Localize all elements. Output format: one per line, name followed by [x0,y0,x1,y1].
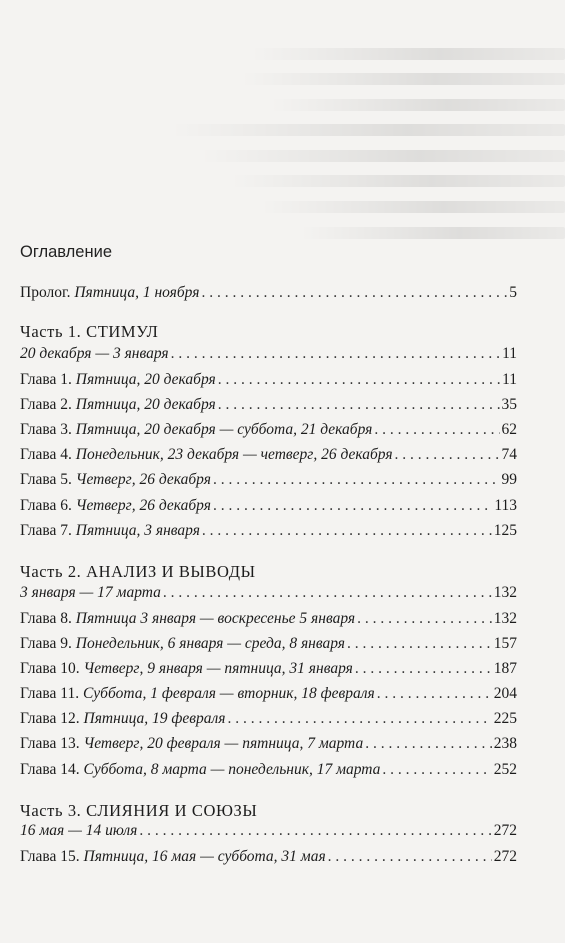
part-dates: 20 декабря — 3 января [20,345,169,362]
toc-entry-chapter-1[interactable] [20,370,517,390]
dot-leader [377,684,492,704]
entry-prefix: Глава 2. [20,396,72,413]
toc-entry-chapter-7[interactable] [20,521,517,541]
entry-prefix: Глава 11. [20,685,80,702]
part-dates: 16 мая — 14 июля [20,822,138,839]
entry-prefix: Глава 12. [20,710,80,727]
entry-page-number: 113 [494,497,517,514]
entry-page-number: 11 [502,345,517,362]
dot-leader [355,659,492,679]
dot-leader [365,734,492,754]
dot-leader [347,634,492,654]
entry-title: Понедельник, 23 декабря — четверг, 26 декабря [75,446,393,463]
part-title: Часть 1. СТИМУЛ [20,322,159,341]
entry-page-number: 132 [493,584,517,601]
part-dates: 3 января — 17 марта [20,584,161,601]
dot-leader [395,445,500,465]
entry-title: Четверг, 26 декабря [75,497,211,514]
toc-entry-chapter-2[interactable] [20,395,517,415]
entry-title: Пятница, 16 мая — суббота, 31 мая [83,848,326,865]
toc-entry-chapter-5[interactable] [20,470,517,490]
entry-title: Суббота, 8 марта — понедельник, 17 марта [83,761,381,778]
entry-title: Пятница, 1 ноября [74,284,200,301]
entry-prefix: Глава 10. [20,660,80,677]
part-title: Часть 3. СЛИЯНИЯ И СОЮЗЫ [20,801,258,820]
entry-prefix: Глава 1. [20,371,72,388]
entry-page-number: 272 [493,822,517,839]
toc-entry-chapter-14[interactable] [20,760,517,780]
entry-page-number: 252 [493,761,517,778]
entry-title: Пятница, 20 декабря — суббота, 21 декабря [75,421,373,438]
entry-title: Четверг, 9 января — пятница, 31 января [83,660,353,677]
toc-entry-chapter-13[interactable] [20,734,517,754]
entry-title: Четверг, 20 февраля — пятница, 7 марта [83,735,364,752]
entry-title: Четверг, 26 декабря [75,471,211,488]
entry-title: Пятница, 20 декабря [75,371,216,388]
dot-leader [213,470,500,490]
toc-entry-part-1[interactable] [20,344,517,364]
entry-page-number: 11 [502,371,517,388]
toc-entry-chapter-8[interactable] [20,609,517,629]
entry-page-number: 35 [501,396,517,413]
entry-prefix: Глава 6. [20,497,72,514]
dot-leader [382,760,491,780]
toc-entry-part-2[interactable] [20,583,517,603]
entry-title: Пятница, 3 января [75,522,200,539]
entry-prefix: Глава 9. [20,635,72,652]
entry-page-number: 204 [493,685,517,702]
toc-entry-chapter-11[interactable] [20,684,517,704]
dot-leader [202,521,492,541]
entry-prefix: Глава 3. [20,421,72,438]
entry-page-number: 74 [501,446,517,463]
entry-prefix: Глава 4. [20,446,72,463]
toc-entry-chapter-12[interactable] [20,709,517,729]
entry-page-number: 225 [493,710,517,727]
toc-entry-part-3[interactable] [20,821,517,841]
toc-entry-chapter-15[interactable] [20,847,517,867]
dot-leader [139,821,491,841]
dot-leader [201,283,507,303]
entry-page-number: 62 [501,421,517,438]
toc-entry-chapter-4[interactable] [20,445,517,465]
entry-title: Пятница, 20 декабря [75,396,216,413]
dot-leader [357,609,492,629]
dot-leader [163,583,492,603]
entry-prefix: Глава 13. [20,735,80,752]
entry-title: Пятница, 19 февраля [83,710,226,727]
entry-page-number: 272 [493,848,517,865]
dot-leader [227,709,491,729]
entry-title: Понедельник, 6 января — среда, 8 января [75,635,345,652]
entry-page-number: 125 [493,522,517,539]
entry-prefix: Глава 15. [20,848,80,865]
entry-page-number: 157 [493,635,517,652]
dot-leader [171,344,500,364]
entry-prefix: Глава 7. [20,522,72,539]
entry-title: Пятница 3 января — воскресенье 5 января [75,610,356,627]
toc-entry-chapter-10[interactable] [20,659,517,679]
entry-prefix: Глава 14. [20,761,80,778]
entry-prefix: Пролог. [20,284,71,301]
toc-entry-chapter-9[interactable] [20,634,517,654]
dot-leader [213,496,492,516]
entry-page-number: 132 [493,610,517,627]
entry-page-number: 187 [493,660,517,677]
entry-prefix: Глава 5. [20,471,72,488]
toc-entry-chapter-3[interactable] [20,420,517,440]
entry-page-number: 99 [501,471,517,488]
part-title: Часть 2. АНАЛИЗ И ВЫВОДЫ [20,562,256,581]
toc-heading: Оглавление [20,243,112,261]
entry-title: Суббота, 1 февраля — вторник, 18 февраля [82,685,375,702]
toc-entry-prologue[interactable] [20,283,517,303]
entry-page-number: 5 [509,284,517,301]
entry-prefix: Глава 8. [20,610,72,627]
dot-leader [328,847,492,867]
dot-leader [218,370,500,390]
dot-leader [374,420,499,440]
toc-entry-chapter-6[interactable] [20,496,517,516]
dot-leader [218,395,500,415]
entry-page-number: 238 [493,735,517,752]
